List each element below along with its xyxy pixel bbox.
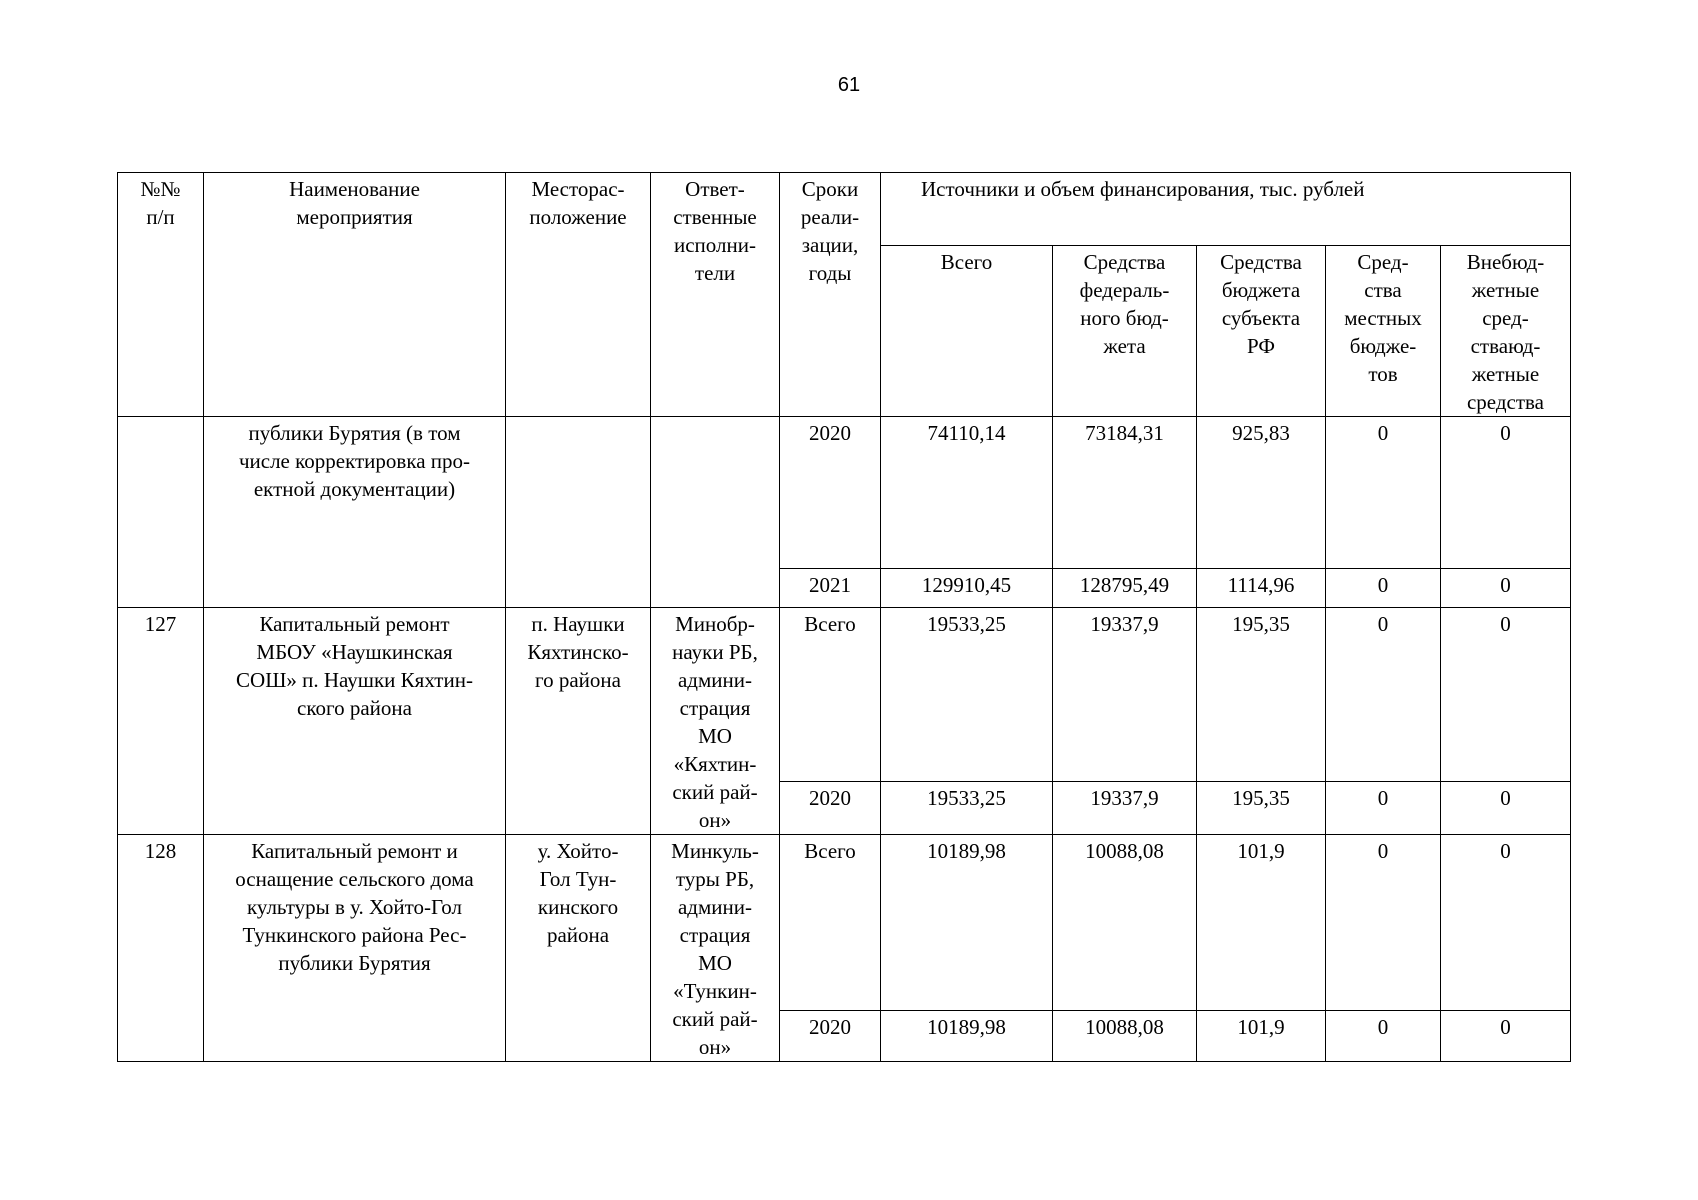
cell-local: 0 — [1326, 835, 1441, 1011]
cell-total: 74110,14 — [881, 417, 1053, 569]
cont-num — [118, 417, 204, 608]
table-row — [118, 608, 1571, 782]
table-row — [118, 417, 1571, 569]
header-responsible: Ответ- ственные исполни- тели — [651, 173, 780, 417]
item127-location: п. Наушки Кяхтинско- го района — [506, 608, 651, 835]
cell-total: 19533,25 — [881, 781, 1053, 834]
cell-federal: 10088,08 — [1053, 835, 1197, 1011]
cell-extra: 0 — [1441, 608, 1571, 782]
header-period: Сроки реали- зации, годы — [780, 173, 881, 417]
cell-local: 0 — [1326, 569, 1441, 608]
cell-extra: 0 — [1441, 417, 1571, 569]
cell-period: 2020 — [780, 417, 881, 569]
cell-local: 0 — [1326, 1010, 1441, 1061]
item128-name: Капитальный ремонт и оснащение сельского дома культуры в у. Хойто-Гол Тункинского района Рес- публики Бурятия — [204, 835, 506, 1062]
cont-location — [506, 417, 651, 608]
cell-total: 10189,98 — [881, 1010, 1053, 1061]
cell-federal: 10088,08 — [1053, 1010, 1197, 1061]
header-location: Месторас- положение — [506, 173, 651, 417]
cell-regional: 1114,96 — [1197, 569, 1326, 608]
item127-num: 127 — [118, 608, 204, 835]
header-federal: Средства федераль- ного бюд- жета — [1053, 246, 1197, 417]
cell-extra: 0 — [1441, 835, 1571, 1011]
cell-regional: 101,9 — [1197, 1010, 1326, 1061]
cell-local: 0 — [1326, 781, 1441, 834]
cell-extra: 0 — [1441, 1010, 1571, 1061]
table-row — [118, 835, 1571, 1011]
cont-name: публики Бурятия (в том числе корректировка про- ектной документации) — [204, 417, 506, 608]
cell-period: 2020 — [780, 781, 881, 834]
cell-period: 2020 — [780, 1010, 881, 1061]
cell-regional: 925,83 — [1197, 417, 1326, 569]
item128-responsible: Минкуль- туры РБ, админи- страция МО «Тункин- ский рай- он» — [651, 835, 780, 1062]
header-financing: Источники и объем финансирования, тыс. рублей — [881, 173, 1571, 246]
cell-regional: 195,35 — [1197, 781, 1326, 834]
cont-responsible — [651, 417, 780, 608]
page-number: 61 — [837, 74, 861, 96]
cell-local: 0 — [1326, 417, 1441, 569]
cell-federal: 128795,49 — [1053, 569, 1197, 608]
cell-total: 19533,25 — [881, 608, 1053, 782]
cell-regional: 101,9 — [1197, 835, 1326, 1011]
financing-table — [117, 172, 1571, 1062]
cell-period: Всего — [780, 835, 881, 1011]
header-regional: Средства бюджета субъекта РФ — [1197, 246, 1326, 417]
header-num: №№ п/п — [118, 173, 204, 417]
item127-name: Капитальный ремонт МБОУ «Наушкинская СОШ» п. Наушки Кяхтин- ского района — [204, 608, 506, 835]
cell-period: 2021 — [780, 569, 881, 608]
cell-total: 129910,45 — [881, 569, 1053, 608]
cell-federal: 19337,9 — [1053, 781, 1197, 834]
item128-num: 128 — [118, 835, 204, 1062]
cell-period: Всего — [780, 608, 881, 782]
cell-local: 0 — [1326, 608, 1441, 782]
cell-extra: 0 — [1441, 569, 1571, 608]
cell-federal: 19337,9 — [1053, 608, 1197, 782]
cell-regional: 195,35 — [1197, 608, 1326, 782]
header-name: Наименование мероприятия — [204, 173, 506, 417]
header-extra: Внебюд- жетные сред- стваюд- жетные средства — [1441, 246, 1571, 417]
cell-federal: 73184,31 — [1053, 417, 1197, 569]
header-local: Сред- ства местных бюдже- тов — [1326, 246, 1441, 417]
cell-extra: 0 — [1441, 781, 1571, 834]
cell-total: 10189,98 — [881, 835, 1053, 1011]
item128-location: у. Хойто- Гол Тун- кинского района — [506, 835, 651, 1062]
item127-responsible: Минобр- науки РБ, админи- страция МО «Кяхтин- ский рай- он» — [651, 608, 780, 835]
header-total: Всего — [881, 246, 1053, 417]
